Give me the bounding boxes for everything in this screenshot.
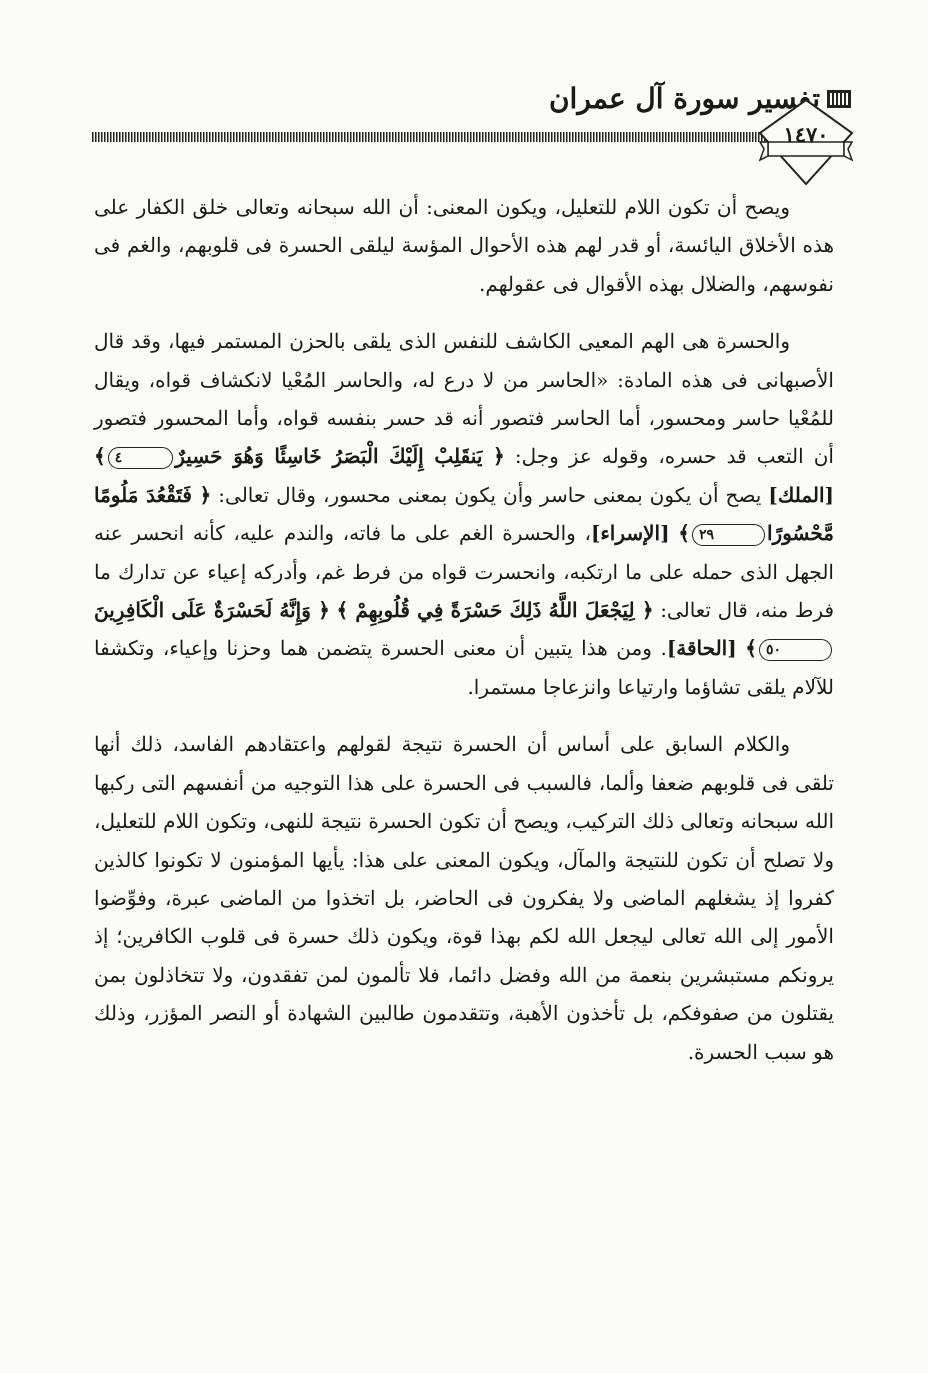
quran-verse-3: ﴿ لِيَجْعَلَ اللَّهُ ذَلِكَ حَسْرَةً فِي قُلُوبِهِمْ ﴾ [336, 598, 654, 623]
paragraph-3-text: والكلام السابق على أساس أن الحسرة نتيجة لقولهم واعتقادهم الفاسد، ذلك أنها تلقى فى قلوبهم ضعفا وألما، فالسبب فى الحسرة على هذا التوجيه من أنفسهم التى ركبها الله سبحانه وتعالى ذلك التركيب، ويصح أن تكون الحسرة نتيجة للنهى، وتكون اللام للتعليل، ولا تصلح أن تكون للنتيجة والمآل، ويكون المعنى على هذا: يأيها المؤمنون لا تكونوا كالذين كفروا إذ يشغلهم الماضى ولا يفكرون فى الحاضر، بل اتخذوا من الماضى عبرة، وفوِّضوا الأمور إلى الله تعالى ليجعل الله لكم بهذا قوة، ويكون ذلك حسرة فى قلوب الكافرين؛ إذ يرونكم مستبشرين بنعمة من الله وفضل دائما، فلا تألمون لمن تفقدون، ولا تتخاذلون بمن يقتلون من صفوفكم، بل تأخذون الأهبة، وتتقدمون طالبين الشهادة أو النصر المؤزر، وذلك هو سبب الحسرة. [94, 732, 834, 1064]
quran-verse-4: ﴿ وَإِنَّهُ لَحَسْرَةٌ عَلَى الْكَافِرِينَ [94, 598, 330, 623]
page-content [94, 188, 834, 1090]
paragraph-2 [94, 322, 834, 706]
paragraph-1 [94, 188, 834, 303]
paragraph-2-text-a: والحسرة هى الهم المعيى الكاشف للنفس الذى يلقى بالحزن المستمر فيها، وقد قال الأصبهانى فى هذه المادة: «الحاسر من لا درع له، والحاسر المُعْيا لانكشاف قواه، ويقال للمُعْيا حاسر ومحسور، أما الحاسر فتصور أنه قد حسر بنفسه قواه، وأما المحسور فتصور أن التعب قد حسره، وقوله عز وجل: [94, 329, 834, 469]
header-divider [92, 132, 840, 142]
quran-verse-1: ﴿ يَنقَلِبْ إِلَيْكَ الْبَصَرُ خَاسِئًا وَهُوَ حَسِيرٌ [175, 444, 505, 469]
paragraph-2-text-c: ، والحسرة الغم على ما فاته، والندم عليه، كأنه انحسر عنه الجهل الذى حمله على ما ارتكبه، وانحسرت قواه من فرط غم، وأدركه إعياء عن تدارك ما فرط منه، قال تعالى: [94, 521, 835, 623]
paragraph-3 [94, 725, 834, 1071]
surah-ref-1: [الملك] [768, 482, 835, 507]
paragraph-2-text-b: يصح أن يكون بمعنى حاسر وأن يكون بمعنى محسور، وقال تعالى: [218, 482, 762, 507]
quran-verse-1-close: ﴾ [94, 444, 106, 469]
quran-verse-2: ﴿ فَتَقْعُدَ مَلُومًا مَّحْسُورًا [94, 482, 835, 546]
paragraph-2-text-d: . ومن هذا يتبين أن معنى الحسرة يتضمن هما وحزنا وإعياء، وتكشفا للآلام يلقى تشاؤما وارتياعا وانزعاجا مستمرا. [94, 636, 834, 699]
page-number: ١٤٧٠ [783, 122, 829, 147]
quran-verse-4-close: ﴾ [745, 636, 757, 661]
surah-ref-2: [الإسراء] [590, 521, 670, 546]
surah-ref-4: [الحاقة] [666, 636, 737, 661]
ayah-number-2: ٢٩ [692, 524, 765, 546]
ayah-number-4: ٥٠ [759, 639, 832, 661]
paragraph-1-text: ويصح أن تكون اللام للتعليل، ويكون المعنى: أن الله سبحانه وتعالى خلق الكفار على هذه الأخلاق اليائسة، أو قدر لهم هذه الأحوال المؤسة ليلقى الحسرة فى قلوبهم، والغم فى نفوسهم، والضلال بهذه الأقوال فى عقولهم. [94, 195, 834, 296]
ayah-number-1: ٤ [108, 447, 174, 469]
running-header-title: تفسير سورة آل عمران [548, 82, 820, 115]
quran-verse-2-close: ﴾ [678, 521, 690, 546]
